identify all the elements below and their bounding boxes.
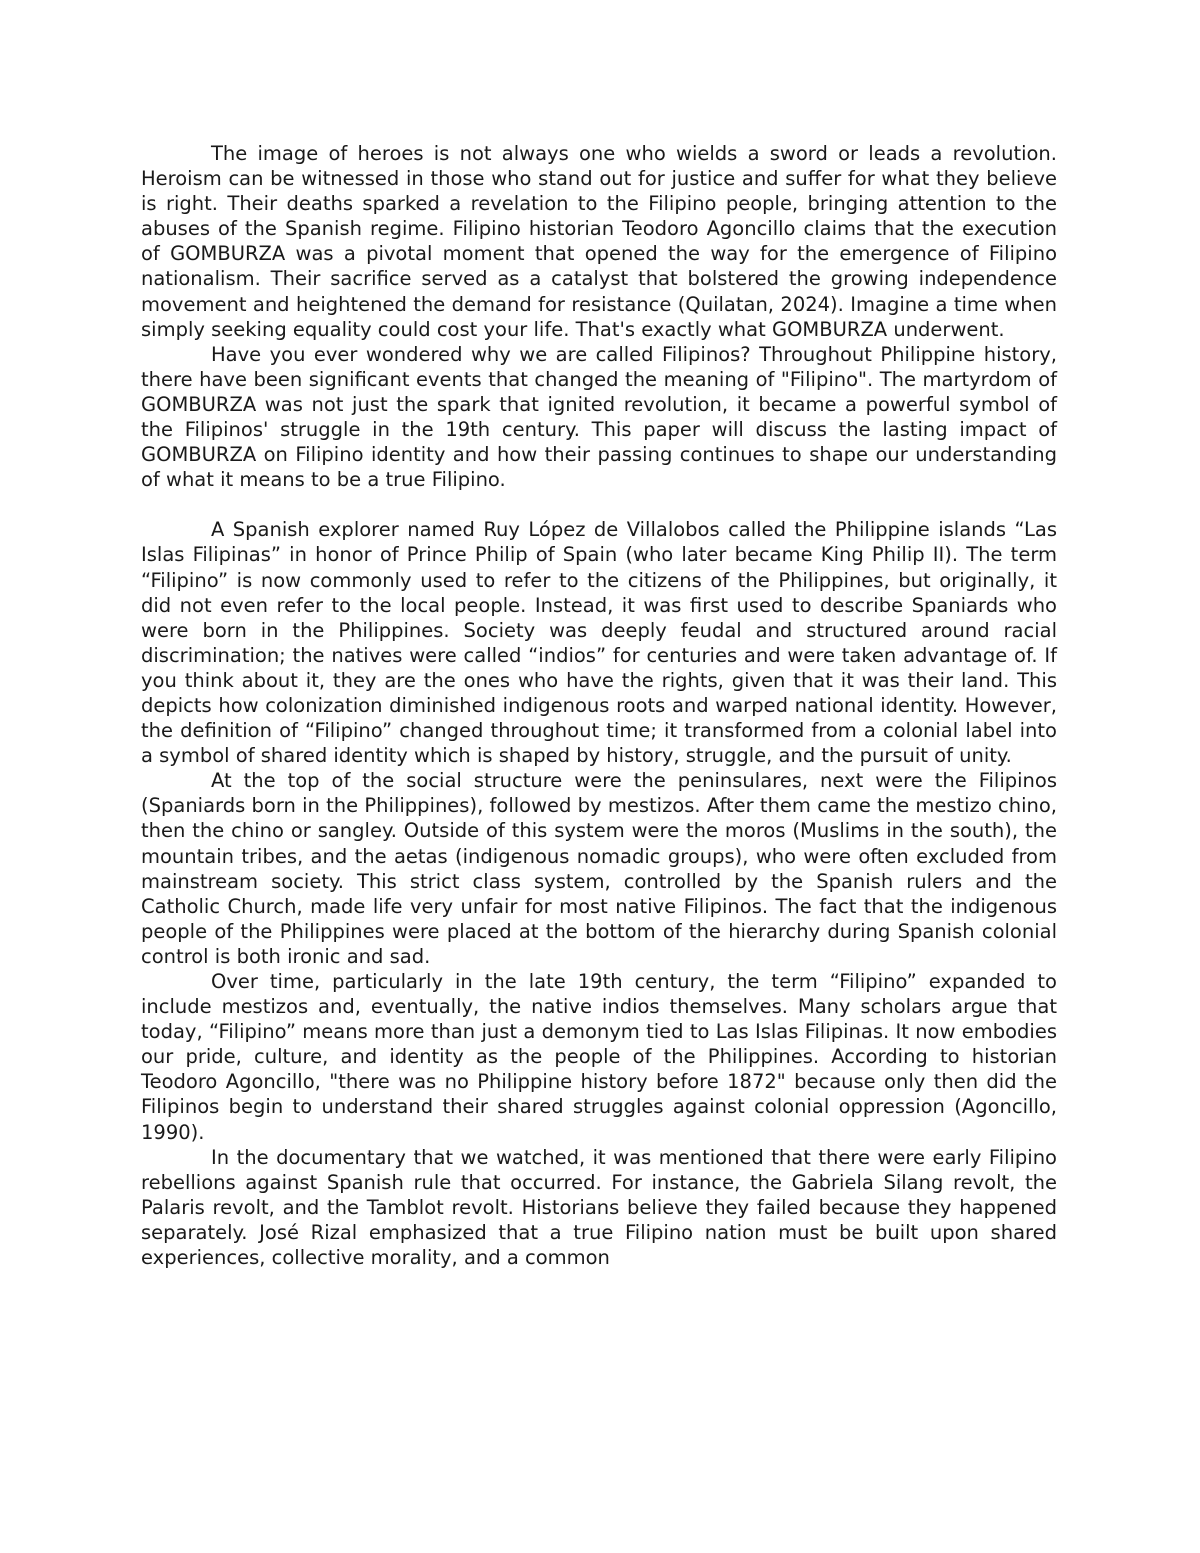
paragraph-term-expansion: Over time, particularly in the late 19th century, the term “Filipino” expanded to include mestizos and, eventually, the native indios themselves. Many scholars argue that today, “Filipino” means more than just a demonym tied to Las Islas Filipinas. It now embodies our pride, culture, and identity as the people of the Philippines. According to historian Teodoro Agoncillo, "there was no Philippine history before 1872" because only then did the Filipinos begin to understand their shared struggles against colonial oppression (Agoncillo, 1990). <box>141 970 1057 1144</box>
paragraph-term-origin: A Spanish explorer named Ruy López de Villalobos called the Philippine islands “Las Islas Filipinas” in honor of Prince Philip of Spain (who later became King Philip II). The term “Filipino” is now commonly used to refer to the citizens of the Philippines, but originally, it did not even refer to the local people. Instead, it was first used to describe Spaniards who were born in the Philippines. Society was deeply feudal and structured around racial discrimination; the natives were called “indios” for centuries and were taken advantage of. If you think about it, they are the ones who have the rights, given that it was their land. This depicts how colonization diminished indigenous roots and warped national identity. However, the definition of “Filipino” changed throughout time; it transformed from a colonial label into a symbol of shared identity which is shaped by history, struggle, and the pursuit of unity. <box>141 518 1057 768</box>
paragraph-documentary: In the documentary that we watched, it was mentioned that there were early Filipino rebellions against Spanish rule that occurred. For instance, the Gabriela Silang revolt, the Palaris revolt, and the Tamblot revolt. Historians believe they failed because they happened separately. José Rizal emphasized that a true Filipino nation must be built upon shared experiences, collective morality, and a common <box>141 1145 1057 1270</box>
document-page <box>141 141 1057 1270</box>
paragraph-heroism: The image of heroes is not always one who wields a sword or leads a revolution. Heroism can be witnessed in those who stand out for justice and suffer for what they believe is right. Their deaths sparked a revelation to the Filipino people, bringing attention to the abuses of the Spanish regime. Filipino historian Teodoro Agoncillo claims that the execution of GOMBURZA was a pivotal moment that opened the way for the emergence of Filipino nationalism. Their sacrifice served as a catalyst that bolstered the growing independence movement and heightened the demand for resistance (Quilatan, 2024). Imagine a time when simply seeking equality could cost your life. That's exactly what GOMBURZA underwent. <box>141 142 1057 341</box>
paragraph-filipino-identity: Have you ever wondered why we are called Filipinos? Throughout Philippine history, there have been significant events that changed the meaning of "Filipino". The martyrdom of GOMBURZA was not just the spark that ignited revolution, it became a powerful symbol of the Filipinos' struggle in the 19th century. This paper will discuss the lasting impact of GOMBURZA on Filipino identity and how their passing continues to shape our understanding of what it means to be a true Filipino. <box>141 342 1057 492</box>
paragraph-social-structure: At the top of the social structure were the peninsulares, next were the Filipinos (Spaniards born in the Philippines), followed by mestizos. After them came the mestizo chino, then the chino or sangley. Outside of this system were the moros (Muslims in the south), the mountain tribes, and the aetas (indigenous nomadic groups), who were often excluded from mainstream society. This strict class system, controlled by the Spanish rulers and the Catholic Church, made life very unfair for most native Filipinos. The fact that the indigenous people of the Philippines were placed at the bottom of the hierarchy during Spanish colonial control is both ironic and sad. <box>141 769 1057 968</box>
paragraph-spacer <box>141 492 1057 517</box>
